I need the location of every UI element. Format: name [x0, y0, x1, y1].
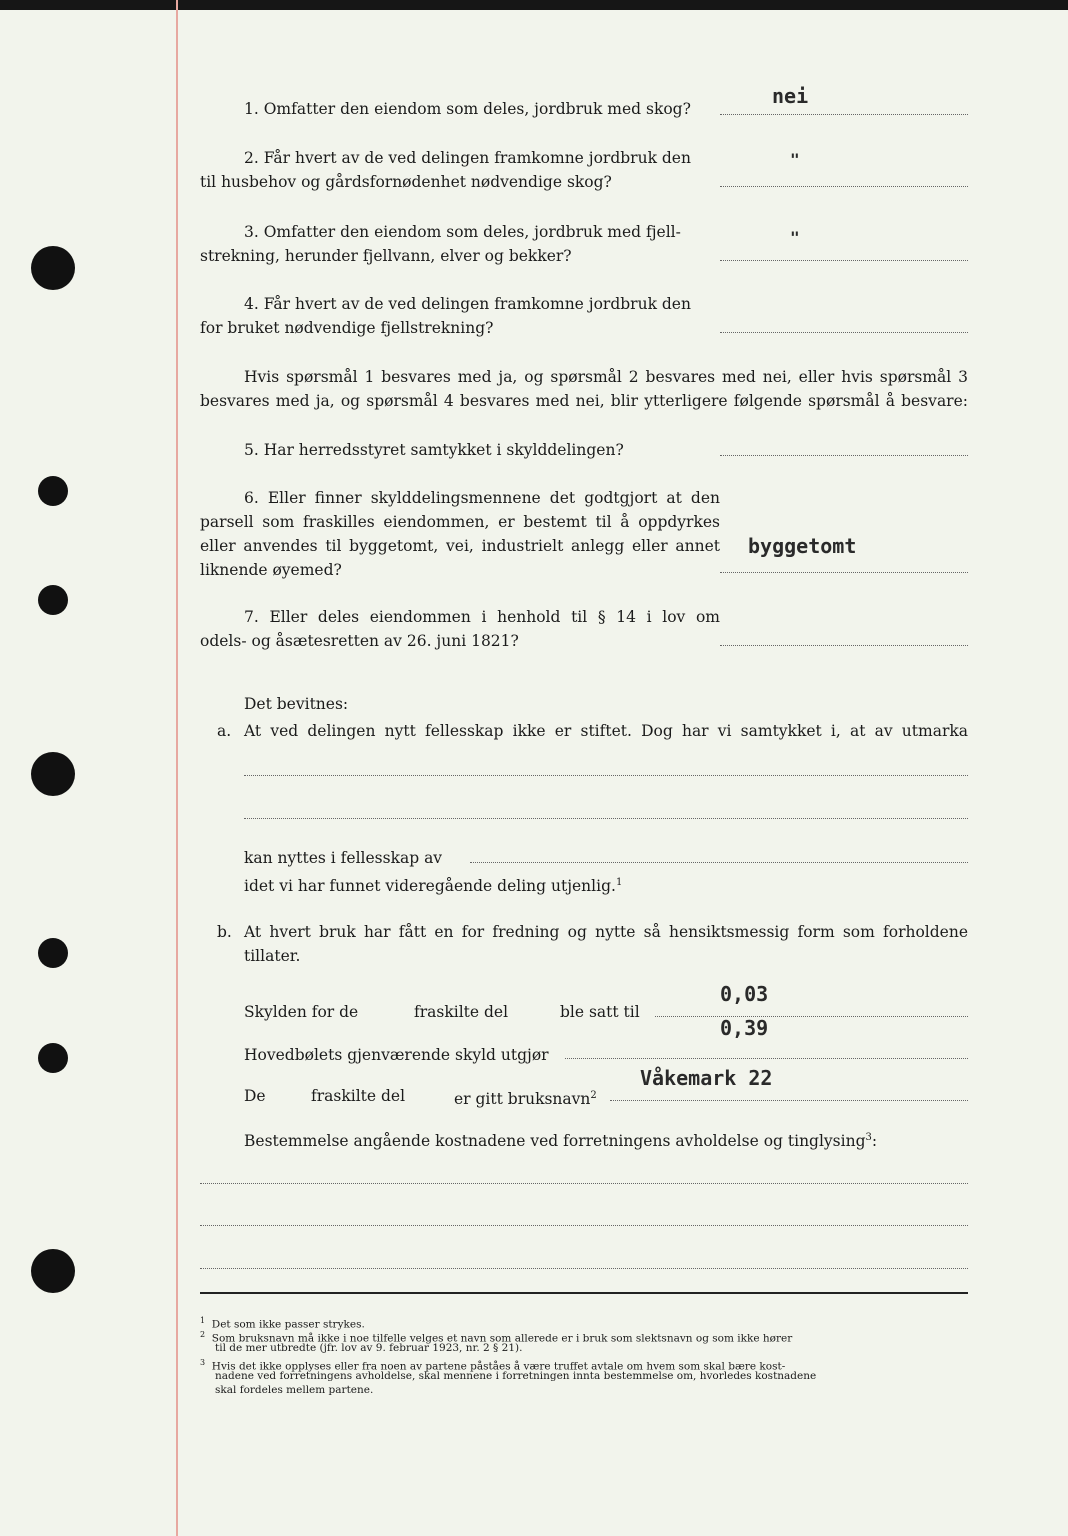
footnote-2-line-1: $^2$ Som bruksnavn må ikke i noe tilfelle velges et navn som allerede er i bruk som slektsnavn og som ikke hører	[200, 1330, 793, 1345]
bestemmelse-label: Bestemmelse angående kostnadene ved forretningens avholdelse og tinglysing$^3$:	[244, 1132, 878, 1151]
punch-hole	[31, 1249, 75, 1293]
item-b-letter: b.	[217, 923, 232, 941]
punch-hole	[38, 476, 68, 506]
question-3-line-2: strekning, herunder fjellvann, elver og bekker?	[200, 247, 572, 265]
hovedbol-line	[565, 1058, 968, 1059]
skyld-label-1: Skylden for de	[244, 1003, 359, 1021]
answer-1: nei	[772, 84, 809, 108]
question-4-line-1: 4. Får hvert av de ved delingen framkomne jordbruk den	[244, 295, 691, 313]
item-b-line-1: At hvert bruk har fått en for fredning og nytte så hensiktsmessig form som forholdene	[244, 923, 968, 941]
answer-2-ditto: "	[790, 150, 800, 169]
question-7-line-1: 7. Eller deles eiendommen i henhold til § 14 i lov om	[244, 608, 720, 626]
item-a-letter: a.	[217, 722, 232, 740]
bruksnavn-line	[610, 1100, 968, 1101]
punch-hole	[38, 1043, 68, 1073]
question-2-line-1: 2. Får hvert av de ved delingen framkomne jordbruk den	[244, 149, 691, 167]
question-2-line-2: til husbehov og gårdsfornødenhet nødvendige skog?	[200, 173, 612, 191]
question-5: 5. Har herredsstyret samtykket i skylddelingen?	[244, 441, 624, 459]
answer-line-7	[720, 645, 968, 646]
punch-hole	[38, 938, 68, 968]
footnote-ref-3: 3	[865, 1132, 872, 1143]
answer-line-5	[720, 455, 968, 456]
question-6-line-1: 6. Eller finner skylddelingsmennene det godtgjort at den	[244, 489, 720, 507]
footnote-ref-1: 1	[615, 877, 623, 888]
answer-line-4	[720, 332, 968, 333]
footnote-ref-2: 2	[590, 1090, 597, 1101]
skyld-value: 0,03	[720, 982, 769, 1006]
question-3-line-1: 3. Omfatter den eiendom som deles, jordbruk med fjell-	[244, 223, 681, 241]
item-a-line-2: kan nyttes i fellesskap av	[244, 849, 443, 867]
blank-line-b1	[200, 1183, 968, 1184]
punch-hole	[31, 246, 75, 290]
question-6-line-2: parsell som fraskilles eiendommen, er bestemt til å oppdyrkes	[200, 513, 720, 531]
item-a-line-3: idet vi har funnet videregående deling utjenlig.$^1$	[244, 877, 623, 896]
punch-hole	[38, 585, 68, 615]
answer-6: byggetomt	[748, 534, 857, 558]
footnote-3-line-3: skal fordeles mellem partene.	[215, 1384, 374, 1396]
footnote-3-line-2: nadene ved forretningens avholdelse, skal mennene i forretningen innta bestemmelse om, hvorledes kostnadene	[215, 1370, 817, 1382]
answer-line-1	[720, 114, 968, 115]
bevitnes-heading: Det bevitnes:	[244, 695, 349, 713]
footnote-2-line-2: til de mer utbredte (jfr. lov av 9. februar 1923, nr. 2 § 21).	[215, 1342, 523, 1354]
footnote-rule	[200, 1292, 968, 1294]
skyld-line	[655, 1016, 968, 1017]
bruksnavn-fraskilte: fraskilte del	[311, 1087, 406, 1105]
answer-line-3	[720, 260, 968, 261]
answer-line-2	[720, 186, 968, 187]
blank-line-b3	[200, 1268, 968, 1269]
condition-line-2: besvares med ja, og spørsmål 4 besvares med nei, blir ytterligere følgende spørsmål å besvare:	[200, 392, 968, 410]
question-6-line-3: eller anvendes til byggetomt, vei, industrielt anlegg eller annet	[200, 537, 720, 555]
hovedbol-label: Hovedbølets gjenværende skyld utgjør	[244, 1046, 549, 1064]
answer-3-ditto: "	[790, 228, 800, 247]
footnote-3-line-1: $^3$ Hvis det ikke opplyses eller fra noen av partene påståes å være truffet avtale om hvem som skal bære kost-	[200, 1358, 786, 1373]
skyld-label-2: fraskilte del	[414, 1003, 509, 1021]
bruksnavn-value: Våkemark 22	[640, 1066, 773, 1090]
skyld-label-3: ble satt til	[560, 1003, 640, 1021]
footnote-1: $^1$ Det som ikke passer strykes.	[200, 1316, 365, 1331]
bruksnavn-label: er gitt bruksnavn$^2$	[454, 1090, 597, 1109]
blank-line-b2	[200, 1225, 968, 1226]
condition-line-1: Hvis spørsmål 1 besvares med ja, og spørsmål 2 besvares med nei, eller hvis spørsmål 3	[244, 368, 968, 386]
answer-line-6	[720, 572, 968, 573]
hovedbol-value: 0,39	[720, 1016, 769, 1040]
punch-hole	[31, 752, 75, 796]
bruksnavn-de: De	[244, 1087, 266, 1105]
scan-top-edge	[0, 0, 1068, 10]
question-4-line-2: for bruket nødvendige fjellstrekning?	[200, 319, 494, 337]
blank-line-a1	[244, 775, 968, 776]
fellesskap-line	[470, 862, 968, 863]
item-b-line-2: tillater.	[244, 947, 301, 965]
question-7-line-2: odels- og åsætesretten av 26. juni 1821?	[200, 632, 519, 650]
red-margin-line	[176, 0, 178, 1536]
blank-line-a2	[244, 818, 968, 819]
item-a-line-1: At ved delingen nytt fellesskap ikke er stiftet. Dog har vi samtykket i, at av utmarka	[244, 722, 968, 740]
question-1: 1. Omfatter den eiendom som deles, jordbruk med skog?	[244, 100, 691, 118]
question-6-line-4: liknende øyemed?	[200, 561, 342, 579]
